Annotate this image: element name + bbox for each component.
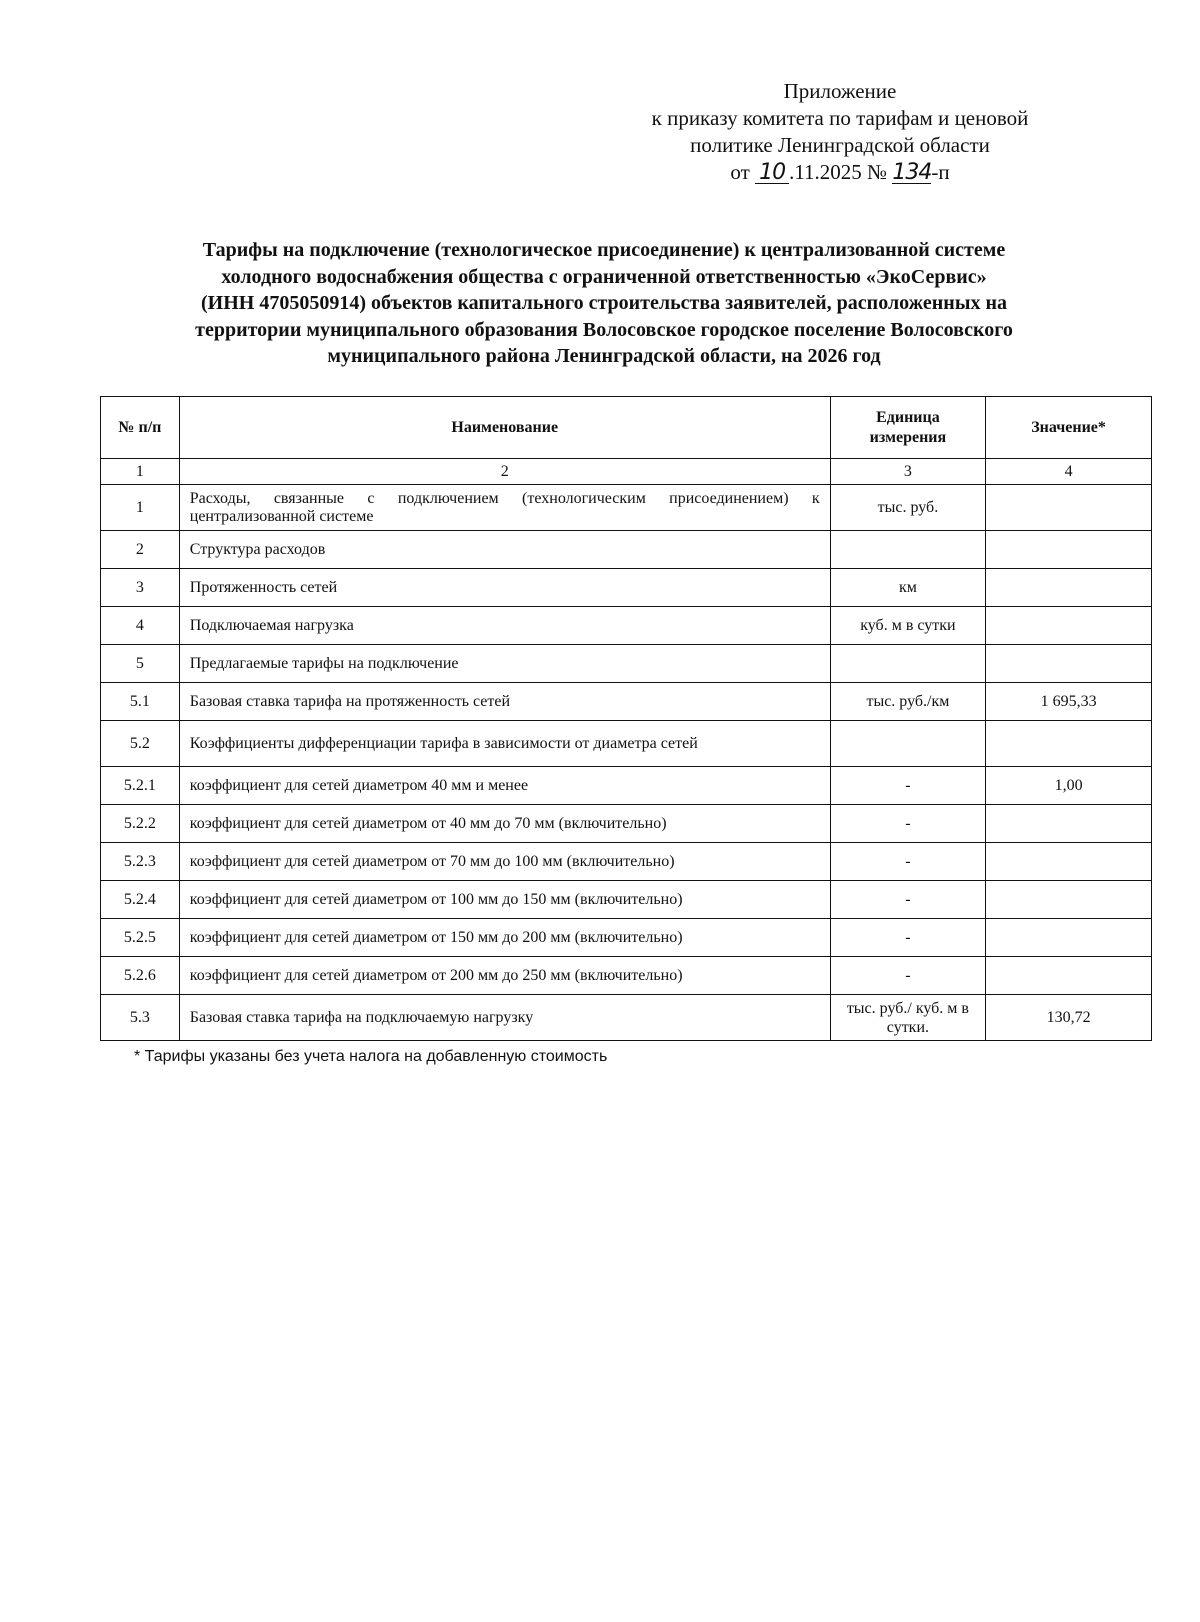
table-row bbox=[101, 995, 1152, 1041]
row-unit: - bbox=[830, 881, 985, 919]
row-name: коэффициент для сетей диаметром 40 мм и менее bbox=[179, 767, 830, 805]
row-number: 5.2.3 bbox=[101, 843, 180, 881]
document-title bbox=[96, 237, 1112, 370]
header-value: Значение* bbox=[986, 397, 1152, 459]
row-value bbox=[986, 485, 1152, 531]
date-rest: .11.2025 № bbox=[789, 160, 888, 184]
appendix-header bbox=[600, 78, 1080, 186]
row-number: 5 bbox=[101, 645, 180, 683]
title-line-3: (ИНН 4705050914) объектов капитального строительства заявителей, расположенных на bbox=[201, 292, 1007, 314]
header-unit: Единица измерения bbox=[830, 397, 985, 459]
row-name: коэффициент для сетей диаметром от 150 мм до 200 мм (включительно) bbox=[179, 919, 830, 957]
row-name: Подключаемая нагрузка bbox=[179, 607, 830, 645]
title-line-5: муниципального района Ленинградской области, на 2026 год bbox=[327, 345, 881, 367]
row-value: 1 695,33 bbox=[986, 683, 1152, 721]
row-number: 4 bbox=[101, 607, 180, 645]
tariff-table bbox=[100, 396, 1152, 1041]
appendix-date-line bbox=[600, 159, 1080, 186]
row-unit: - bbox=[830, 805, 985, 843]
column-index: 1 bbox=[101, 459, 180, 485]
header-name: Наименование bbox=[179, 397, 830, 459]
row-number: 2 bbox=[101, 531, 180, 569]
date-prefix: от bbox=[730, 160, 750, 184]
row-unit: тыс. руб. bbox=[830, 485, 985, 531]
column-index: 2 bbox=[179, 459, 830, 485]
column-index: 3 bbox=[830, 459, 985, 485]
table-row bbox=[101, 721, 1152, 767]
row-unit: - bbox=[830, 843, 985, 881]
footnote: * Тарифы указаны без учета налога на добавленную стоимость bbox=[134, 1048, 608, 1065]
row-name: коэффициент для сетей диаметром от 200 мм до 250 мм (включительно) bbox=[179, 957, 830, 995]
row-value bbox=[986, 569, 1152, 607]
row-unit: км bbox=[830, 569, 985, 607]
table-row bbox=[101, 843, 1152, 881]
row-name: Базовая ставка тарифа на подключаемую нагрузку bbox=[179, 995, 830, 1041]
tariff-table-body bbox=[101, 485, 1152, 1041]
row-value bbox=[986, 607, 1152, 645]
title-line-4: территории муниципального образования Волосовское городское поселение Волосовского bbox=[195, 318, 1013, 341]
order-number-suffix: -п bbox=[931, 160, 950, 184]
row-value bbox=[986, 645, 1152, 683]
row-number: 5.2 bbox=[101, 721, 180, 767]
appendix-region-line: политике Ленинградской области bbox=[690, 133, 990, 157]
appendix-label: Приложение bbox=[783, 79, 897, 103]
table-row bbox=[101, 607, 1152, 645]
row-name: Структура расходов bbox=[179, 531, 830, 569]
table-row bbox=[101, 531, 1152, 569]
appendix-order-line: к приказу комитета по тарифам и ценовой bbox=[651, 106, 1029, 130]
table-row bbox=[101, 919, 1152, 957]
title-line-2: холодного водоснабжения общества с ограниченной ответственностью «ЭкоСервис» bbox=[221, 265, 987, 288]
row-name: Коэффициенты дифференциации тарифа в зависимости от диаметра сетей bbox=[179, 721, 830, 767]
row-value bbox=[986, 881, 1152, 919]
header-num: № п/п bbox=[101, 397, 180, 459]
row-name: Расходы, связанные с подключением (технологическим присоединением) к централизованной системе bbox=[179, 485, 830, 531]
row-unit: куб. м в сутки bbox=[830, 607, 985, 645]
row-number: 1 bbox=[101, 485, 180, 531]
row-number: 5.2.1 bbox=[101, 767, 180, 805]
row-number: 5.3 bbox=[101, 995, 180, 1041]
table-row bbox=[101, 881, 1152, 919]
row-name: коэффициент для сетей диаметром от 70 мм до 100 мм (включительно) bbox=[179, 843, 830, 881]
row-unit bbox=[830, 721, 985, 767]
row-value: 1,00 bbox=[986, 767, 1152, 805]
table-row bbox=[101, 569, 1152, 607]
row-unit: - bbox=[830, 767, 985, 805]
row-name: Базовая ставка тарифа на протяженность сетей bbox=[179, 683, 830, 721]
row-unit bbox=[830, 531, 985, 569]
table-row bbox=[101, 683, 1152, 721]
row-value bbox=[986, 531, 1152, 569]
column-index: 4 bbox=[986, 459, 1152, 485]
handwritten-order-number: 134 bbox=[892, 160, 932, 185]
row-value bbox=[986, 919, 1152, 957]
row-unit: тыс. руб./км bbox=[830, 683, 985, 721]
row-value: 130,72 bbox=[986, 995, 1152, 1041]
row-number: 5.2.2 bbox=[101, 805, 180, 843]
row-number: 5.2.4 bbox=[101, 881, 180, 919]
row-name: Предлагаемые тарифы на подключение bbox=[179, 645, 830, 683]
title-line-1: Тарифы на подключение (технологическое присоединение) к централизованной системе bbox=[202, 239, 1006, 261]
row-unit bbox=[830, 645, 985, 683]
row-unit: - bbox=[830, 957, 985, 995]
row-name: коэффициент для сетей диаметром от 100 мм до 150 мм (включительно) bbox=[179, 881, 830, 919]
row-unit: - bbox=[830, 919, 985, 957]
row-value bbox=[986, 957, 1152, 995]
row-name: Протяженность сетей bbox=[179, 569, 830, 607]
row-number: 5.1 bbox=[101, 683, 180, 721]
table-row bbox=[101, 767, 1152, 805]
row-name: коэффициент для сетей диаметром от 40 мм до 70 мм (включительно) bbox=[179, 805, 830, 843]
table-row bbox=[101, 485, 1152, 531]
column-index-row bbox=[101, 459, 1152, 485]
row-number: 5.2.6 bbox=[101, 957, 180, 995]
table-row bbox=[101, 645, 1152, 683]
table-row bbox=[101, 957, 1152, 995]
row-value bbox=[986, 721, 1152, 767]
row-number: 3 bbox=[101, 569, 180, 607]
handwritten-day: 10 bbox=[755, 163, 789, 184]
row-value bbox=[986, 805, 1152, 843]
row-number: 5.2.5 bbox=[101, 919, 180, 957]
row-value bbox=[986, 843, 1152, 881]
table-row bbox=[101, 805, 1152, 843]
row-unit: тыс. руб./ куб. м в сутки. bbox=[830, 995, 985, 1041]
table-header-row bbox=[101, 397, 1152, 459]
